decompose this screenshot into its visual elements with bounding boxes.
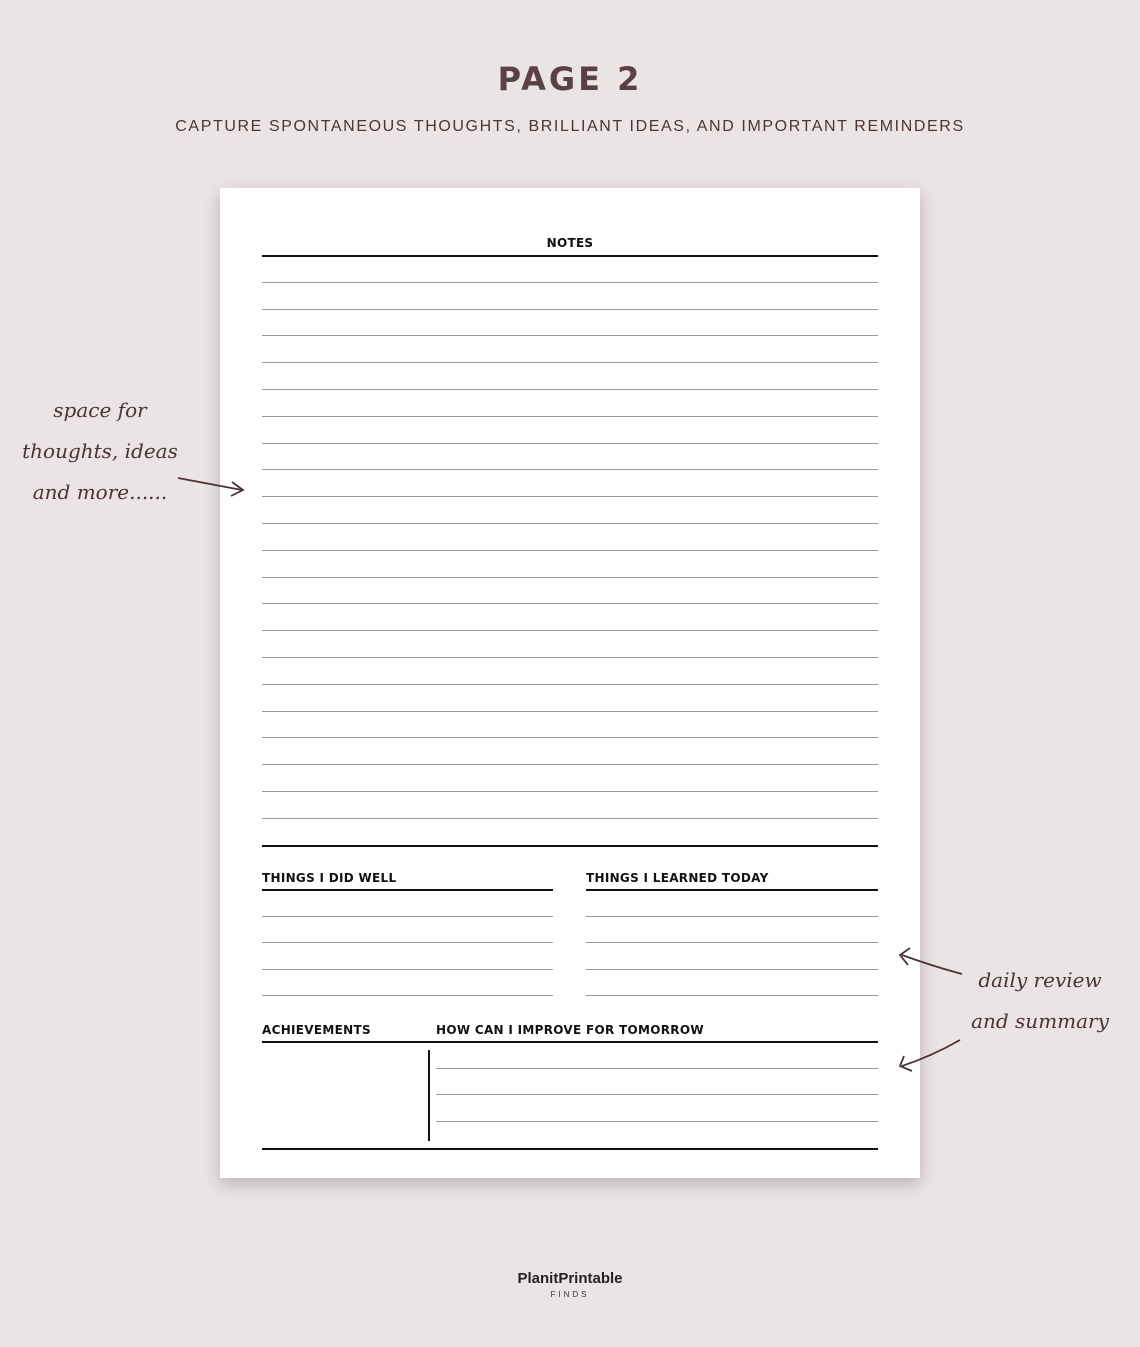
did-well-header-rule — [262, 889, 553, 891]
left-arrow-icon — [170, 470, 250, 510]
learned-line — [586, 942, 878, 943]
improve-line — [436, 1068, 878, 1069]
notes-line — [262, 309, 878, 310]
learned-line — [586, 969, 878, 970]
right-bottom-arrow-icon — [890, 1030, 970, 1080]
notes-line — [262, 791, 878, 792]
achievements-label: ACHIEVEMENTS — [262, 1023, 371, 1037]
notes-line — [262, 523, 878, 524]
notes-line — [262, 711, 878, 712]
left-annotation-line1: space for — [53, 398, 147, 422]
notes-line — [262, 657, 878, 658]
left-annotation-line2: thoughts, ideas — [22, 439, 178, 463]
notes-line — [262, 282, 878, 283]
right-top-arrow-icon — [890, 940, 970, 980]
did-well-line — [262, 942, 553, 943]
planner-sheet — [220, 188, 920, 1178]
brand-sub: FINDS — [550, 1290, 590, 1299]
notes-line — [262, 335, 878, 336]
improve-line — [436, 1094, 878, 1095]
bottom-closing-rule — [262, 1148, 878, 1150]
notes-line — [262, 362, 878, 363]
learned-header-rule — [586, 889, 878, 891]
did-well-line — [262, 969, 553, 970]
did-well-line — [262, 916, 553, 917]
left-annotation — [10, 390, 190, 513]
notes-line — [262, 389, 878, 390]
learned-line — [586, 916, 878, 917]
notes-line — [262, 603, 878, 604]
page-subtitle: CAPTURE SPONTANEOUS THOUGHTS, BRILLIANT IDEAS, AND IMPORTANT REMINDERS — [175, 118, 965, 135]
notes-line — [262, 630, 878, 631]
right-annotation — [960, 960, 1120, 1042]
page-title: PAGE 2 — [497, 60, 643, 98]
did-well-line — [262, 995, 553, 996]
right-annotation-line2: and summary — [971, 1009, 1109, 1033]
right-annotation-line1: daily review — [978, 968, 1102, 992]
notes-line — [262, 496, 878, 497]
bottom-header-rule — [262, 1041, 878, 1043]
notes-label: NOTES — [546, 236, 594, 250]
notes-line — [262, 764, 878, 765]
notes-line — [262, 818, 878, 819]
things-learned-label: THINGS I LEARNED TODAY — [586, 871, 769, 885]
things-did-well-label: THINGS I DID WELL — [262, 871, 397, 885]
notes-line — [262, 416, 878, 417]
notes-bottom-rule — [262, 845, 878, 847]
left-annotation-line3: and more...... — [32, 480, 168, 504]
achievements-divider — [428, 1050, 430, 1141]
notes-line — [262, 550, 878, 551]
brand-name: PlanitPrintable — [517, 1270, 623, 1287]
notes-line — [262, 469, 878, 470]
notes-header-rule — [262, 255, 878, 257]
notes-line — [262, 737, 878, 738]
improve-line — [436, 1121, 878, 1122]
improve-label: HOW CAN I IMPROVE FOR TOMORROW — [436, 1023, 704, 1037]
notes-line — [262, 684, 878, 685]
learned-line — [586, 995, 878, 996]
notes-line — [262, 443, 878, 444]
notes-line — [262, 577, 878, 578]
